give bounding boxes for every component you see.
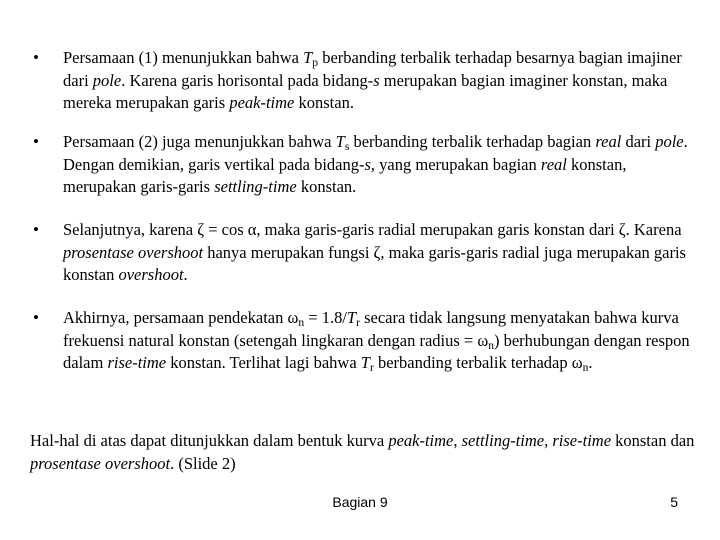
text-run: Akhirnya, persamaan pendekatan ω [63,308,299,327]
text-run: berbanding terbalik terhadap besarnya bagian imajiner dari [63,48,682,90]
text-run: . [183,265,188,284]
bullet-dot: • [33,48,39,67]
text-run: dari [621,132,656,151]
subscript-run: s [344,141,350,153]
italic-run: real [595,132,622,151]
text-run: , [453,431,462,450]
text-run: merupakan bagian imaginer konstan, maka mereka merupakan garis [63,70,668,112]
text-run: . (Slide 2) [170,453,236,473]
text-run: , [544,431,553,450]
italic-run: prosentase overshoot [30,453,171,473]
italic-run: s [373,70,380,90]
summary-paragraph [30,430,700,475]
subscript-run: r [356,317,360,329]
text-run: Persamaan (2) juga menunjukkan bahwa [63,132,336,151]
text-run: konstan dan [611,431,695,450]
italic-run: T [360,353,370,372]
subscript-run: r [369,362,374,374]
text-run: konstan, merupakan garis-garis [63,154,627,196]
italic-run: real [540,154,567,174]
italic-run: rise-time [107,353,167,372]
italic-run: overshoot [118,265,184,284]
italic-run: peak-time [388,431,454,450]
page-number: 5 [670,494,678,510]
italic-run: T [346,308,357,327]
italic-run: pole [92,70,122,90]
italic-run: T [303,48,313,67]
text-run: Persamaan (1) menunjukkan bahwa [63,48,304,67]
text-run: . Karena garis horisontal pada bidang- [121,70,374,90]
bullet-dot: • [33,220,39,239]
bullet-text-3 [63,219,693,287]
bullet-text-1 [63,47,693,115]
italic-run: T [335,132,345,151]
text-run: berbanding terbalik terhadap bagian [349,132,596,151]
text-run: secara tidak langsung menyatakan bahwa kurva frekuensi natural konstan (setengah lingkaran dengan radius = ω [63,308,679,350]
subscript-run: p [312,57,319,69]
text-run: . [588,353,593,372]
text-run: konstan. Terlihat lagi bahwa [166,353,361,372]
italic-run: prosentase overshoot [63,242,204,262]
italic-run: s [364,154,371,174]
italic-run: pole [655,132,684,151]
subscript-run: n [582,362,589,374]
text-run: Selanjutnya, karena ζ = cos α, maka garis-garis radial merupakan garis konstan dari ζ. Karena [63,220,682,239]
bullet-text-4 [63,307,693,375]
italic-run: settling-time [461,431,545,450]
subscript-run: n [298,317,305,329]
italic-run: peak-time [229,93,295,112]
text-run: konstan. [296,177,357,196]
text-run: . Dengan demikian, garis vertikal pada bidang- [63,132,688,174]
bullet-dot: • [33,308,39,327]
text-run: berbanding terbalik terhadap ω [373,353,583,372]
text-run: = 1.8/ [304,308,347,327]
text-run: , yang merupakan bagian [370,154,541,174]
text-run: konstan. [294,93,354,112]
text-run: ) berhubungan dengan respon dalam [63,330,690,372]
italic-run: rise-time [552,431,612,450]
italic-run: settling-time [214,177,297,196]
text-run: hanya merupakan fungsi ζ, maka garis-garis radial juga merupakan garis konstan [63,242,686,284]
subscript-run: n [488,339,494,352]
text-run: Hal-hal di atas dapat ditunjukkan dalam bentuk kurva [30,431,389,450]
bullet-dot: • [33,132,39,151]
bullet-text-2 [63,131,693,199]
footer-section-label: Bagian 9 [332,494,388,510]
